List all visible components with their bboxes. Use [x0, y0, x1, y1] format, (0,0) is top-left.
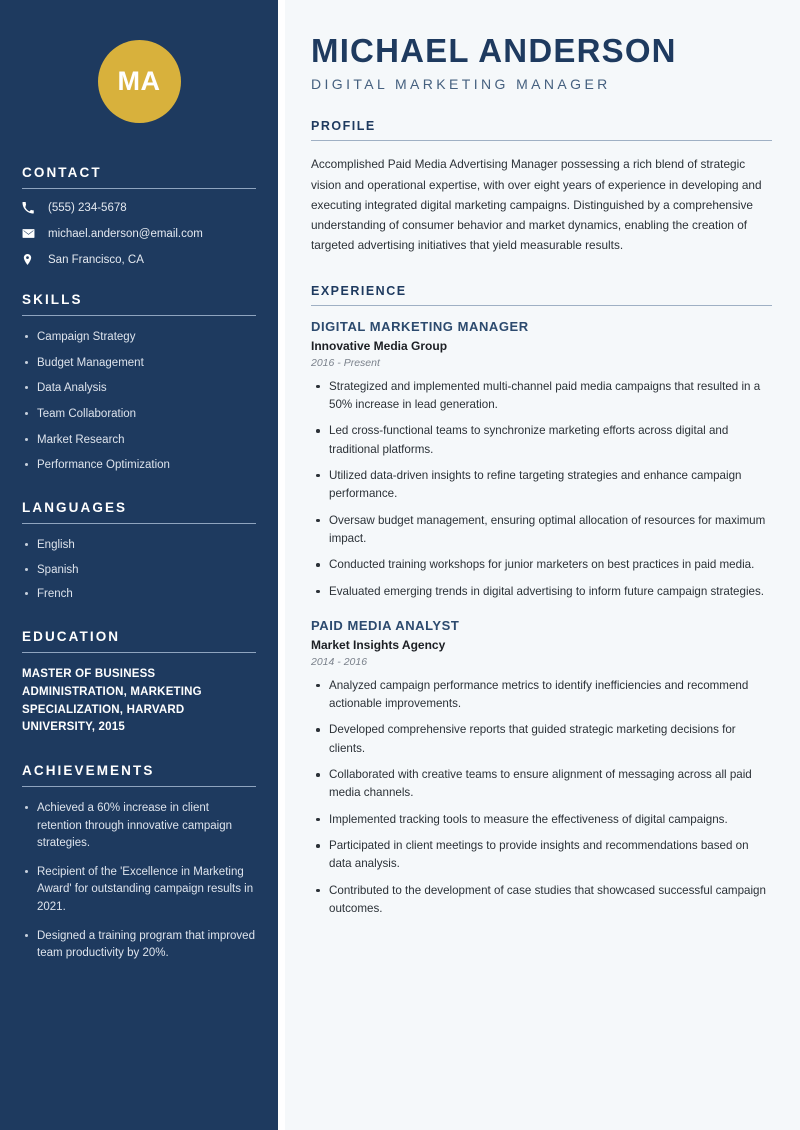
- achievements-heading: ACHIEVEMENTS: [22, 763, 155, 779]
- list-item: Utilized data-driven insights to refine targeting strategies and enhance campaign performance.: [311, 467, 772, 504]
- skills-list: [22, 329, 256, 474]
- skills-divider: [22, 315, 256, 316]
- list-item: Contributed to the development of case studies that showcased successful campaign outcomes.: [311, 882, 772, 919]
- skills-section: [22, 292, 256, 474]
- achievements-section: [22, 763, 256, 962]
- experience-entry: [311, 618, 772, 918]
- avatar: MA: [98, 40, 181, 123]
- experience-section: [311, 284, 772, 919]
- languages-heading: LANGUAGES: [22, 500, 128, 516]
- achievements-list: [22, 800, 256, 962]
- contact-heading: CONTACT: [22, 165, 102, 180]
- contact-item-email[interactable]: [22, 227, 256, 240]
- job-bullets: [311, 677, 772, 918]
- list-item: Developed comprehensive reports that guided strategic marketing decisions for clients.: [311, 721, 772, 758]
- job-role: DIGITAL MARKETING MANAGER: [311, 318, 529, 334]
- contact-divider: [22, 188, 256, 189]
- list-item: Team Collaboration: [22, 406, 256, 423]
- list-item: French: [22, 586, 256, 603]
- job-dates: 2016 - Present: [311, 356, 380, 369]
- phone-icon: [22, 202, 42, 214]
- education-section: [22, 629, 256, 737]
- list-item: Recipient of the 'Excellence in Marketing Award' for outstanding campaign results in 2021.: [22, 864, 256, 916]
- job-role: PAID MEDIA ANALYST: [311, 617, 460, 633]
- contact-section: [22, 165, 256, 266]
- languages-section: [22, 500, 256, 603]
- education-heading: EDUCATION: [22, 629, 121, 645]
- contact-item-phone[interactable]: [22, 202, 256, 214]
- languages-list: [22, 537, 256, 603]
- list-item: Evaluated emerging trends in digital advertising to inform future campaign strategies.: [311, 583, 772, 601]
- education-divider: [22, 652, 256, 653]
- list-item: Strategized and implemented multi-channel paid media campaigns that resulted in a 50% increase in lead generation.: [311, 378, 772, 415]
- list-item: English: [22, 537, 256, 554]
- profile-divider: [311, 140, 772, 141]
- list-item: Data Analysis: [22, 380, 256, 397]
- main-content: [285, 0, 800, 1130]
- column-gap: [278, 0, 285, 1130]
- list-item: Market Research: [22, 432, 256, 449]
- contact-phone-value: (555) 234-5678: [48, 202, 127, 214]
- list-item: Achieved a 60% increase in client retention through innovative campaign strategies.: [22, 800, 256, 852]
- contact-location-value: San Francisco, CA: [48, 253, 144, 266]
- experience-divider: [311, 305, 772, 306]
- list-item: Oversaw budget management, ensuring optimal allocation of resources for maximum impact.: [311, 512, 772, 549]
- profile-section: [311, 119, 772, 255]
- list-item: Analyzed campaign performance metrics to identify inefficiencies and recommend actionable improvements.: [311, 677, 772, 714]
- header-subtitle: DIGITAL MARKETING MANAGER: [311, 76, 611, 93]
- list-item: Spanish: [22, 562, 256, 579]
- list-item: Conducted training workshops for junior marketers on best practices in paid media.: [311, 556, 772, 574]
- job-bullets: [311, 378, 772, 601]
- education-entry: MASTER OF BUSINESS ADMINISTRATION, MARKETING SPECIALIZATION, HARVARD UNIVERSITY, 2015: [22, 668, 202, 734]
- contact-item-location[interactable]: [22, 253, 256, 266]
- list-item: Budget Management: [22, 355, 256, 372]
- map-pin-icon: [22, 253, 42, 266]
- achievements-divider: [22, 786, 256, 787]
- envelope-icon: [22, 227, 42, 240]
- job-company: Market Insights Agency: [311, 637, 446, 652]
- list-item: Collaborated with creative teams to ensure alignment of messaging across all paid media channels.: [311, 766, 772, 803]
- profile-heading: PROFILE: [311, 119, 376, 134]
- list-item: Participated in client meetings to provide insights and recommendations based on data analysis.: [311, 837, 772, 874]
- list-item: Designed a training program that improved team productivity by 20%.: [22, 928, 256, 963]
- sidebar: [0, 0, 278, 1130]
- list-item: Implemented tracking tools to measure the effectiveness of digital campaigns.: [311, 811, 772, 829]
- experience-heading: EXPERIENCE: [311, 283, 407, 298]
- experience-entry: [311, 319, 772, 601]
- page-title: MICHAEL ANDERSON: [311, 32, 677, 69]
- job-dates: 2014 - 2016: [311, 655, 368, 668]
- languages-divider: [22, 523, 256, 524]
- skills-heading: SKILLS: [22, 292, 83, 307]
- list-item: Performance Optimization: [22, 457, 256, 474]
- job-company: Innovative Media Group: [311, 338, 448, 353]
- avatar-container: [22, 0, 256, 165]
- contact-email-value: michael.anderson@email.com: [48, 227, 203, 240]
- list-item: Campaign Strategy: [22, 329, 256, 346]
- list-item: Led cross-functional teams to synchronize marketing efforts across digital and traditional platforms.: [311, 422, 772, 459]
- profile-text: Accomplished Paid Media Advertising Manager possessing a rich blend of strategic vision and operational expertise, with over eight years of experience in developing and executing integrated digital marketing campaigns. Distinguished by a comprehensive understanding of consumer behavior and market dynamics, enabling the creation of targeted advertising initiatives that yield measurable results.: [311, 157, 762, 253]
